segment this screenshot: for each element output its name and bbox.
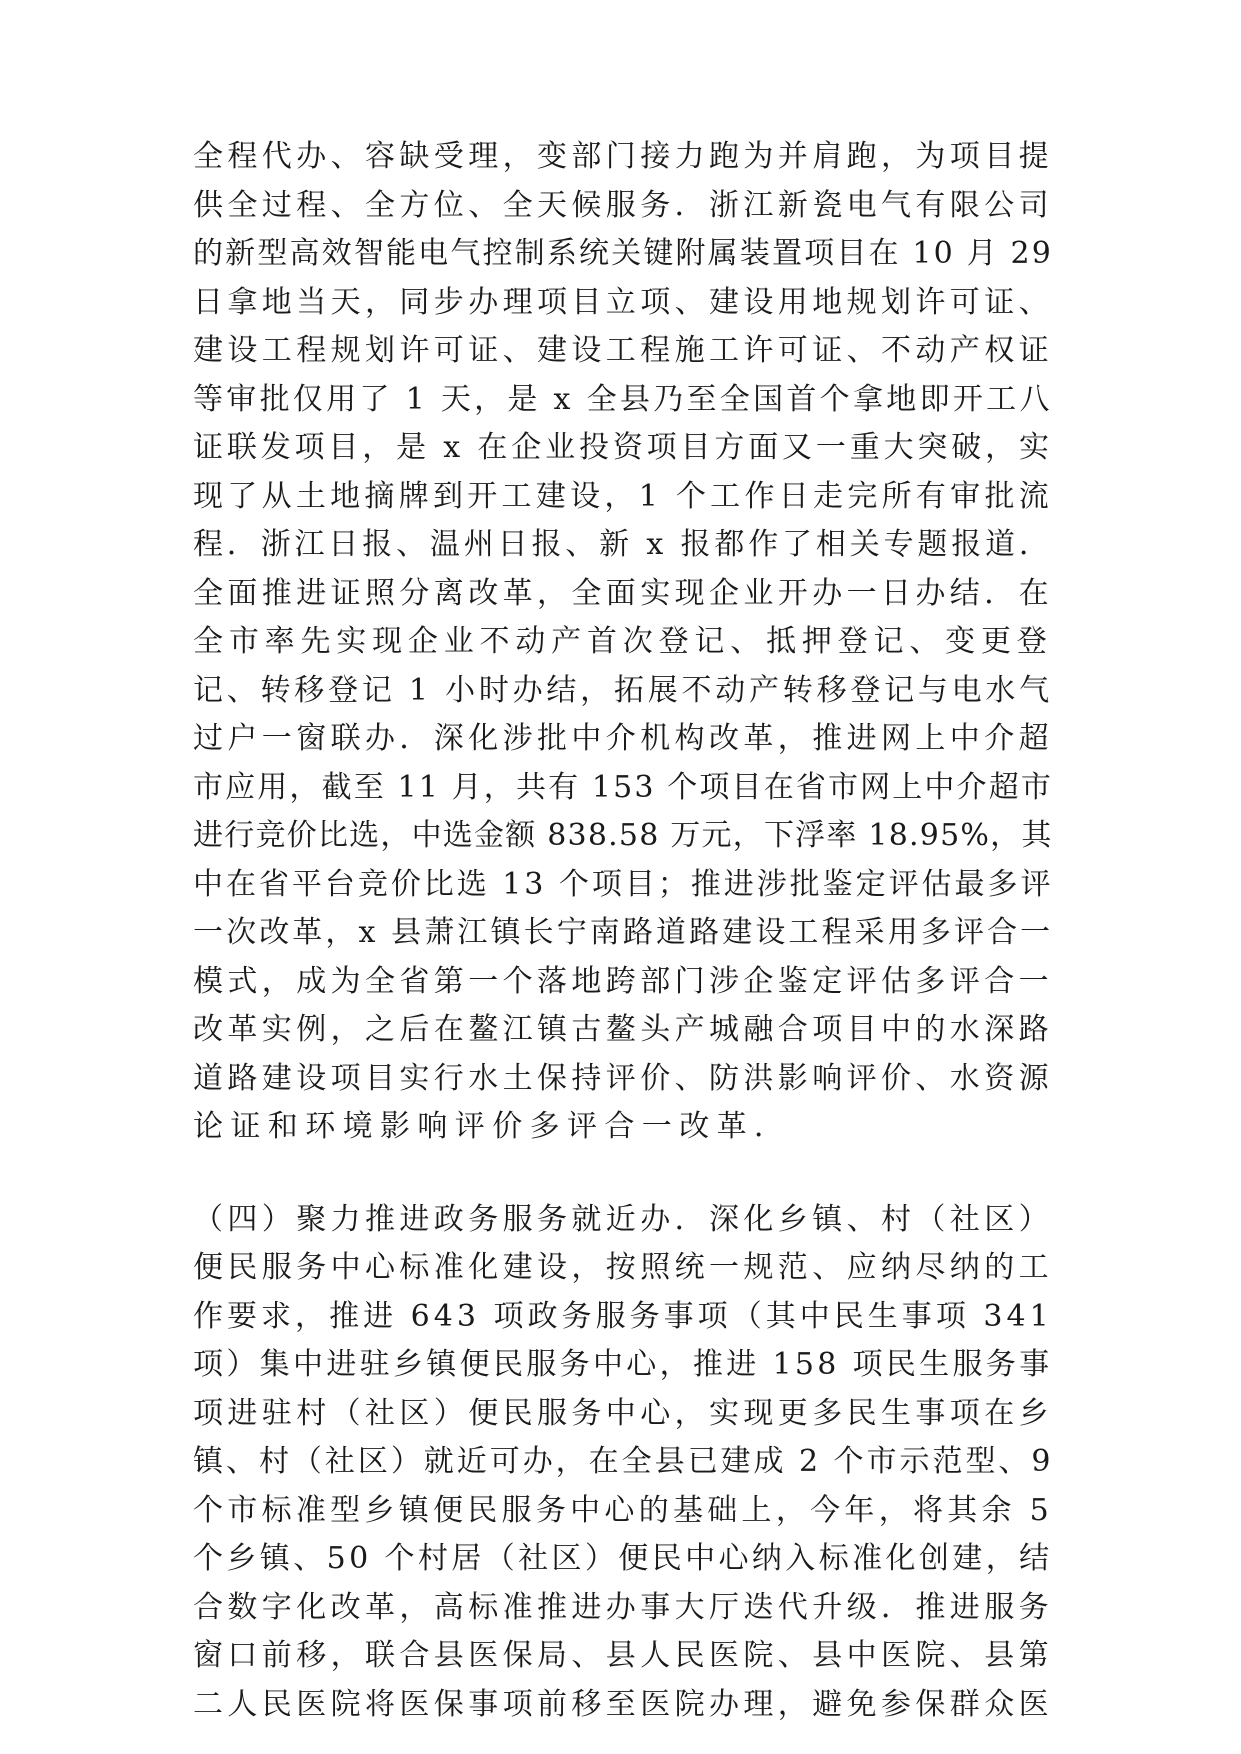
- text-line: 的新型高效智能电气控制系统关键附属装置项目在 10 月 29: [193, 236, 1053, 271]
- text-line: 现了从土地摘牌到开工建设，1 个工作日走完所有审批流: [193, 479, 1054, 514]
- text-line: 便民服务中心标准化建设，按照统一规范、应纳尽纳的工: [193, 1250, 1053, 1285]
- text-line: 二人民医院将医保事项前移至医院办理，避免参保群众医: [193, 1687, 1053, 1722]
- text-line: 进行竞价比选，中选金额 838.58 万元，下浮率 18.95%，其: [193, 818, 1053, 853]
- text-line: 建设工程规划许可证、建设工程施工许可证、不动产权证: [193, 333, 1053, 368]
- text-line: 市应用，截至 11 月，共有 153 个项目在省市网上中介超市: [193, 770, 1053, 805]
- text-line: 作要求，推进 643 项政务服务事项（其中民生事项 341: [193, 1299, 1053, 1334]
- text-line: 供全过程、全方位、全天候服务．浙江新瓷电气有限公司: [193, 188, 1053, 223]
- text-line: 全市率先实现企业不动产首次登记、抵押登记、变更登: [193, 624, 1053, 659]
- text-line: 模式，成为全省第一个落地跨部门涉企鉴定评估多评合一: [193, 964, 1053, 999]
- text-line: 证联发项目，是 x 在企业投资项目方面又一重大突破，实: [193, 430, 1053, 465]
- text-line: 全面推进证照分离改革，全面实现企业开办一日办结．在: [193, 576, 1053, 611]
- text-line: 改革实例，之后在鳌江镇古鳌头产城融合项目中的水深路: [193, 1012, 1053, 1047]
- text-line: 窗口前移，联合县医保局、县人民医院、县中医院、县第: [193, 1638, 1053, 1673]
- text-line: 个市标准型乡镇便民服务中心的基础上，今年，将其余 5: [193, 1493, 1054, 1528]
- text-line: 项）集中进驻乡镇便民服务中心，推进 158 项民生服务事: [193, 1347, 1053, 1382]
- text-line: 记、转移登记 1 小时办结，拓展不动产转移登记与电水气: [193, 673, 1053, 708]
- text-line: 项进驻村（社区）便民服务中心，实现更多民生事项在乡: [193, 1396, 1053, 1431]
- text-line: 中在省平台竞价比选 13 个项目；推进涉批鉴定评估最多评: [193, 867, 1054, 902]
- text-line: 合数字化改革，高标准推进办事大厅迭代升级．推进服务: [193, 1590, 1053, 1625]
- text-line: 个乡镇、50 个村居（社区）便民中心纳入标准化创建，结: [193, 1541, 1053, 1576]
- section-heading-line: （四）聚力推进政务服务就近办．深化乡镇、村（社区）: [193, 1202, 1053, 1237]
- text-line: 镇、村（社区）就近可办，在全县已建成 2 个市示范型、9: [193, 1444, 1054, 1479]
- text-line: 一次改革，x 县萧江镇长宁南路道路建设工程采用多评合一: [193, 915, 1054, 950]
- text-line: 全程代办、容缺受理，变部门接力跑为并肩跑，为项目提: [193, 139, 1053, 174]
- text-line: 等审批仅用了 1 天，是 x 全县乃至全国首个拿地即开工八: [193, 382, 1053, 417]
- text-line: 论证和环境影响评价多评合一改革．: [193, 1109, 792, 1144]
- text-line: 程．浙江日报、温州日报、新 x 报都作了相关专题报道．: [193, 527, 1053, 562]
- text-line: 日拿地当天，同步办理项目立项、建设用地规划许可证、: [193, 285, 1053, 320]
- text-line: 道路建设项目实行水土保持评价、防洪影响评价、水资源: [193, 1061, 1053, 1096]
- text-line: 过户一窗联办．深化涉批中介机构改革，推进网上中介超: [193, 721, 1053, 756]
